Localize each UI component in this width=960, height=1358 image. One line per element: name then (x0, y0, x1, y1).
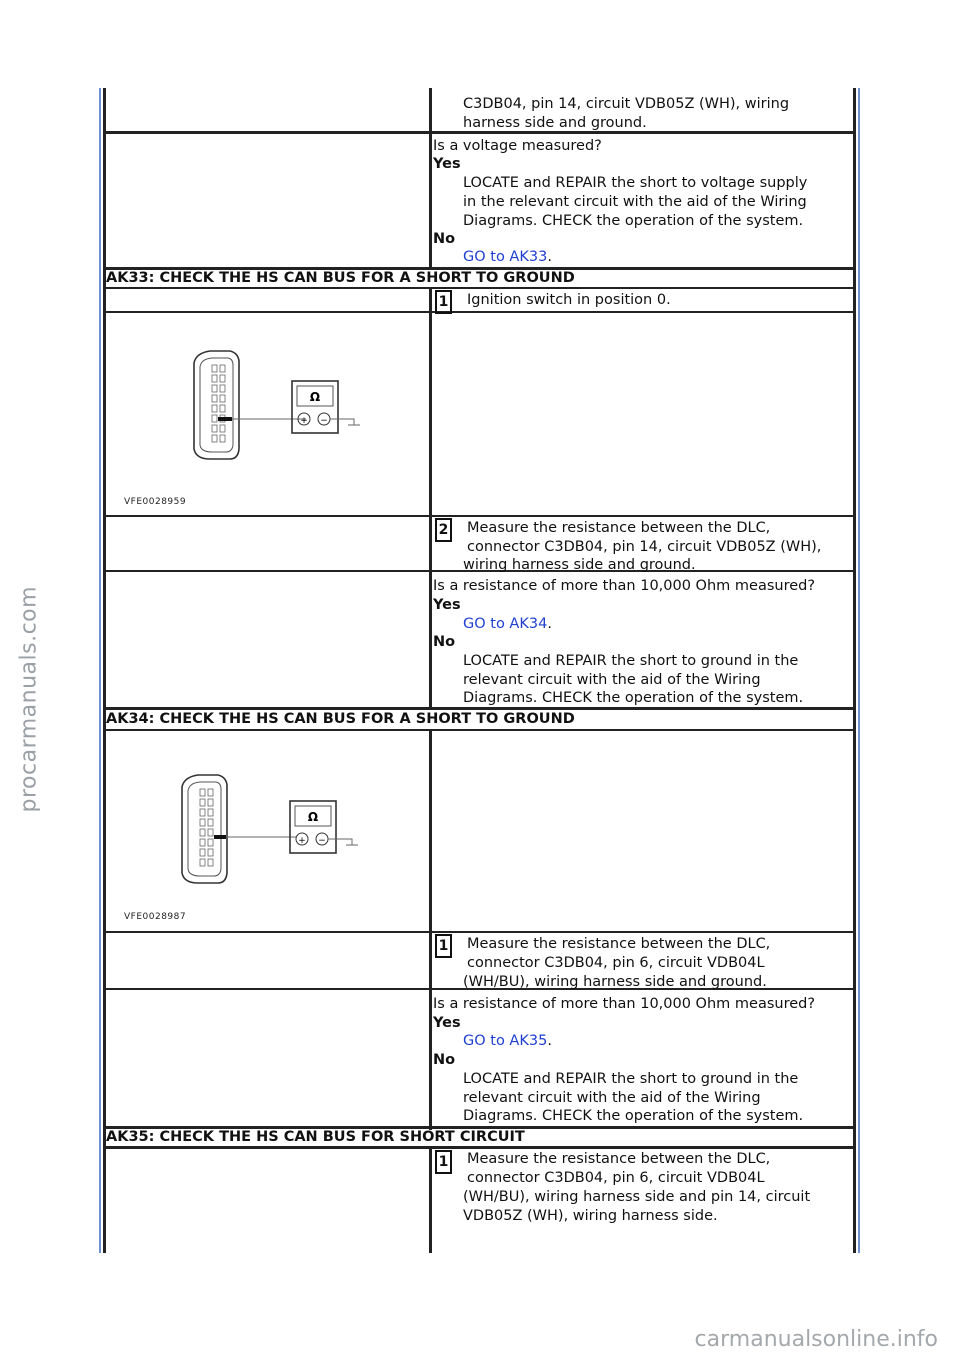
step-text-line: connector C3DB04, pin 6, circuit VDB04L (467, 955, 765, 971)
yes-action (463, 1032, 552, 1051)
probe-pin (214, 835, 226, 839)
step-text-line: Measure the resistance between the DLC, (467, 936, 771, 952)
column-divider (429, 88, 432, 132)
svg-text:−: − (318, 836, 326, 846)
step-number-badge: 1 (435, 290, 452, 314)
step-text-line: connector C3DB04, pin 6, circuit VDB04L (467, 1170, 765, 1186)
column-divider (429, 1148, 432, 1253)
column-divider (429, 288, 432, 312)
no-label: No (433, 634, 456, 650)
goto-ak35-link[interactable]: GO to AK35 (463, 1033, 548, 1049)
link-suffix: . (547, 616, 552, 632)
bottom-watermark: carmanualsonline.info (694, 1327, 938, 1352)
figure-id: VFE0028959 (124, 497, 187, 507)
step-text-line: Measure the resistance between the DLC, (467, 520, 771, 536)
step-text-line: (WH/BU), wiring harness side and pin 14, circuit (463, 1189, 811, 1205)
yes-action-line: Diagrams. CHECK the operation of the system. (463, 213, 804, 229)
yes-action-line: LOCATE and REPAIR the short to voltage supply (463, 175, 808, 191)
ohm-symbol: Ω (309, 390, 321, 404)
left-border-black (103, 88, 106, 1253)
svg-text:+: + (298, 836, 306, 846)
question-text: Is a resistance of more than 10,000 Ohm measured? (433, 996, 816, 1012)
ak35-heading: AK35: CHECK THE HS CAN BUS FOR SHORT CIRCUIT (106, 1129, 525, 1145)
step-text-line: Measure the resistance between the DLC, (467, 1151, 771, 1167)
dlc-pin-grid (212, 365, 225, 442)
no-action-line: LOCATE and REPAIR the short to ground in the (463, 1071, 799, 1087)
yes-action-line: in the relevant circuit with the aid of the Wiring (463, 194, 807, 210)
right-border-black (853, 88, 856, 1253)
no-action-line: relevant circuit with the aid of the Wiring (463, 1090, 761, 1106)
probe-pin (218, 417, 232, 421)
link-suffix: . (547, 1033, 552, 1049)
goto-ak33-link[interactable]: GO to AK33 (463, 249, 548, 265)
svg-text:−: − (320, 416, 328, 426)
column-divider (429, 516, 432, 708)
row-rule (104, 931, 855, 933)
question-text: Is a resistance of more than 10,000 Ohm measured? (433, 578, 816, 594)
continued-step-line: harness side and ground. (463, 115, 647, 131)
no-action-line: relevant circuit with the aid of the Wiring (463, 672, 761, 688)
step-text-line: (WH/BU), wiring harness side and ground. (463, 974, 767, 990)
right-border-blue (858, 88, 860, 1253)
step-text: Ignition switch in position 0. (467, 292, 671, 308)
step-text-line: wiring harness side and ground. (463, 557, 696, 573)
yes-label: Yes (433, 597, 461, 613)
ohmmeter-body (290, 801, 336, 853)
yes-label: Yes (433, 156, 461, 172)
yes-label: Yes (433, 1015, 461, 1031)
link-suffix: . (547, 249, 552, 265)
ohm-symbol: Ω (307, 810, 319, 824)
continued-step-line: C3DB04, pin 14, circuit VDB05Z (WH), wiring (463, 96, 790, 112)
no-label: No (433, 231, 456, 247)
side-watermark: procarmanuals.com (16, 585, 42, 813)
ak34-heading: AK34: CHECK THE HS CAN BUS FOR A SHORT TO GROUND (106, 711, 575, 727)
column-divider (429, 132, 432, 268)
no-action-line: Diagrams. CHECK the operation of the system. (463, 1108, 804, 1124)
ak33-heading: AK33: CHECK THE HS CAN BUS FOR A SHORT TO GROUND (106, 270, 575, 286)
column-divider (429, 730, 432, 1130)
svg-text:+: + (300, 416, 308, 426)
left-border-blue (99, 88, 101, 1253)
column-divider (429, 312, 432, 516)
goto-ak34-link[interactable]: GO to AK34 (463, 616, 548, 632)
dlc-pin-grid (200, 789, 213, 866)
yes-action (463, 615, 552, 634)
row-rule (104, 515, 855, 517)
dlc-ohmmeter-diagram (106, 313, 429, 515)
step-number-badge: 1 (435, 934, 452, 958)
no-action-line: Diagrams. CHECK the operation of the system. (463, 690, 804, 706)
no-action (463, 248, 552, 267)
step-text-line: VDB05Z (WH), wiring harness side. (463, 1208, 718, 1224)
no-label: No (433, 1052, 456, 1068)
question-text: Is a voltage measured? (433, 138, 602, 154)
step-number-badge: 1 (435, 1150, 452, 1174)
step-text-line: connector C3DB04, pin 14, circuit VDB05Z (WH), (467, 539, 822, 555)
ohmmeter-body (292, 381, 338, 433)
step-number-badge: 2 (435, 518, 452, 542)
no-action-line: LOCATE and REPAIR the short to ground in the (463, 653, 799, 669)
figure-id: VFE0028987 (124, 912, 187, 922)
dlc-ohmmeter-diagram (106, 731, 429, 931)
